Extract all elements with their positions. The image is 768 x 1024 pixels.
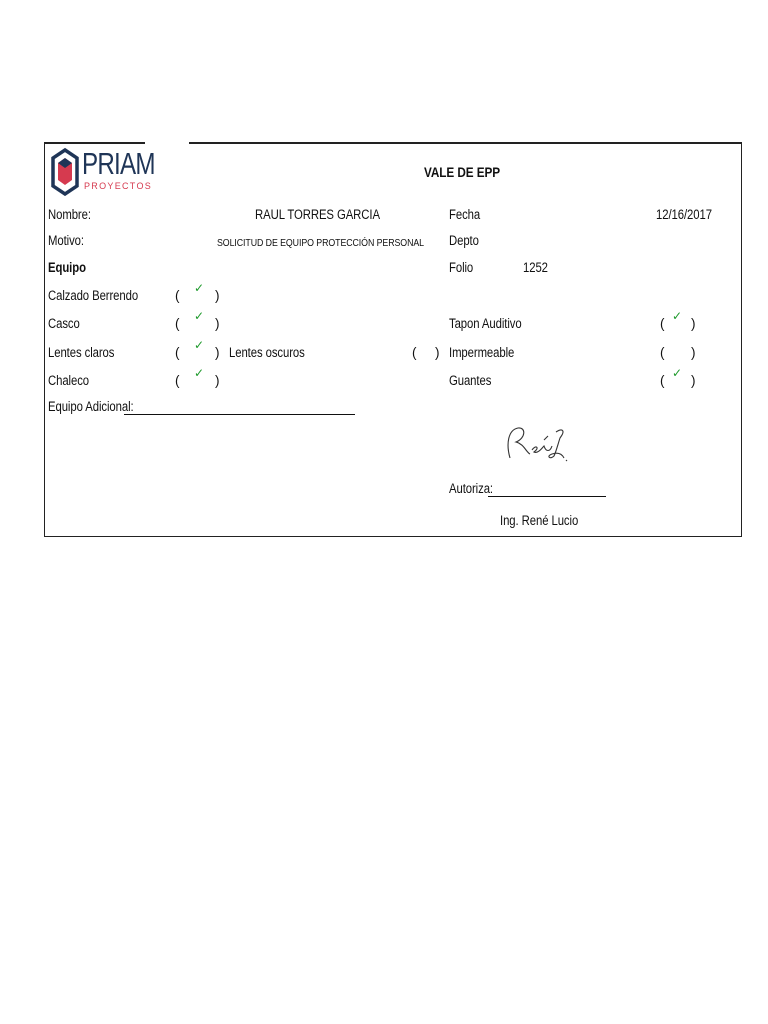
- item-label-impermeable: Impermeable: [449, 345, 515, 360]
- equipo-label: Equipo: [48, 260, 86, 275]
- form-title: VALE DE EPP: [424, 164, 500, 180]
- item-label-lentes-claros: Lentes claros: [48, 345, 115, 360]
- nombre-value: RAUL TORRES GARCIA: [255, 207, 380, 222]
- equipo-adicional-label: Equipo Adicional:: [48, 399, 134, 414]
- check-mark-icon: ✓: [194, 309, 205, 323]
- logo-tagline: PROYECTOS: [84, 181, 153, 191]
- item-label-guantes: Guantes: [449, 373, 492, 388]
- epp-voucher-form: PRIAM PROYECTOS VALE DE EPP Nombre: RAUL TORRES GARCIA Motivo: SOLICITUD DE EQUIPO PROTECCIÓN PERSONAL Equipo Fecha 12/16/2017 Depto Folio 1252 Calzado Berrendo ( ✓ ) Casco ( ✓ ) Lentes claros ( ✓ ) Chaleco ( ✓ ) Lentes oscuros ( ) Tapon Auditivo ( ✓ ) Impermeable ( ) Guantes ( ✓ ) Equipo Adicional: Autoriza: Ing. René Lucio: [44, 142, 742, 537]
- check-mark-icon: ✓: [194, 338, 205, 352]
- priam-logo-icon: [51, 146, 79, 196]
- folio-label: Folio: [449, 260, 474, 275]
- autoriza-signature-line[interactable]: [488, 496, 606, 497]
- item-label-calzado: Calzado Berrendo: [48, 288, 139, 303]
- equipo-adicional-line[interactable]: [124, 414, 355, 415]
- item-label-tapon-auditivo: Tapon Auditivo: [449, 316, 522, 331]
- authorizer-name: Ing. René Lucio: [500, 513, 579, 528]
- nombre-label: Nombre:: [48, 207, 91, 222]
- motivo-value: SOLICITUD DE EQUIPO PROTECCIÓN PERSONAL: [217, 237, 424, 249]
- item-label-chaleco: Chaleco: [48, 373, 90, 388]
- motivo-label: Motivo:: [48, 233, 84, 248]
- signature-image: [500, 422, 570, 466]
- fecha-label: Fecha: [449, 207, 481, 222]
- autoriza-label: Autoriza:: [449, 481, 493, 496]
- check-mark-icon: ✓: [672, 309, 683, 323]
- folio-value: 1252: [523, 260, 548, 275]
- check-mark-icon: ✓: [194, 366, 205, 380]
- fecha-value: 12/16/2017: [656, 207, 712, 222]
- depto-label: Depto: [449, 233, 479, 248]
- item-label-casco: Casco: [48, 316, 80, 331]
- check-mark-icon: ✓: [194, 281, 205, 295]
- item-label-lentes-oscuros: Lentes oscuros: [229, 345, 305, 360]
- logo-name: PRIAM: [82, 146, 155, 181]
- priam-logo: [51, 146, 155, 198]
- check-mark-icon: ✓: [672, 366, 683, 380]
